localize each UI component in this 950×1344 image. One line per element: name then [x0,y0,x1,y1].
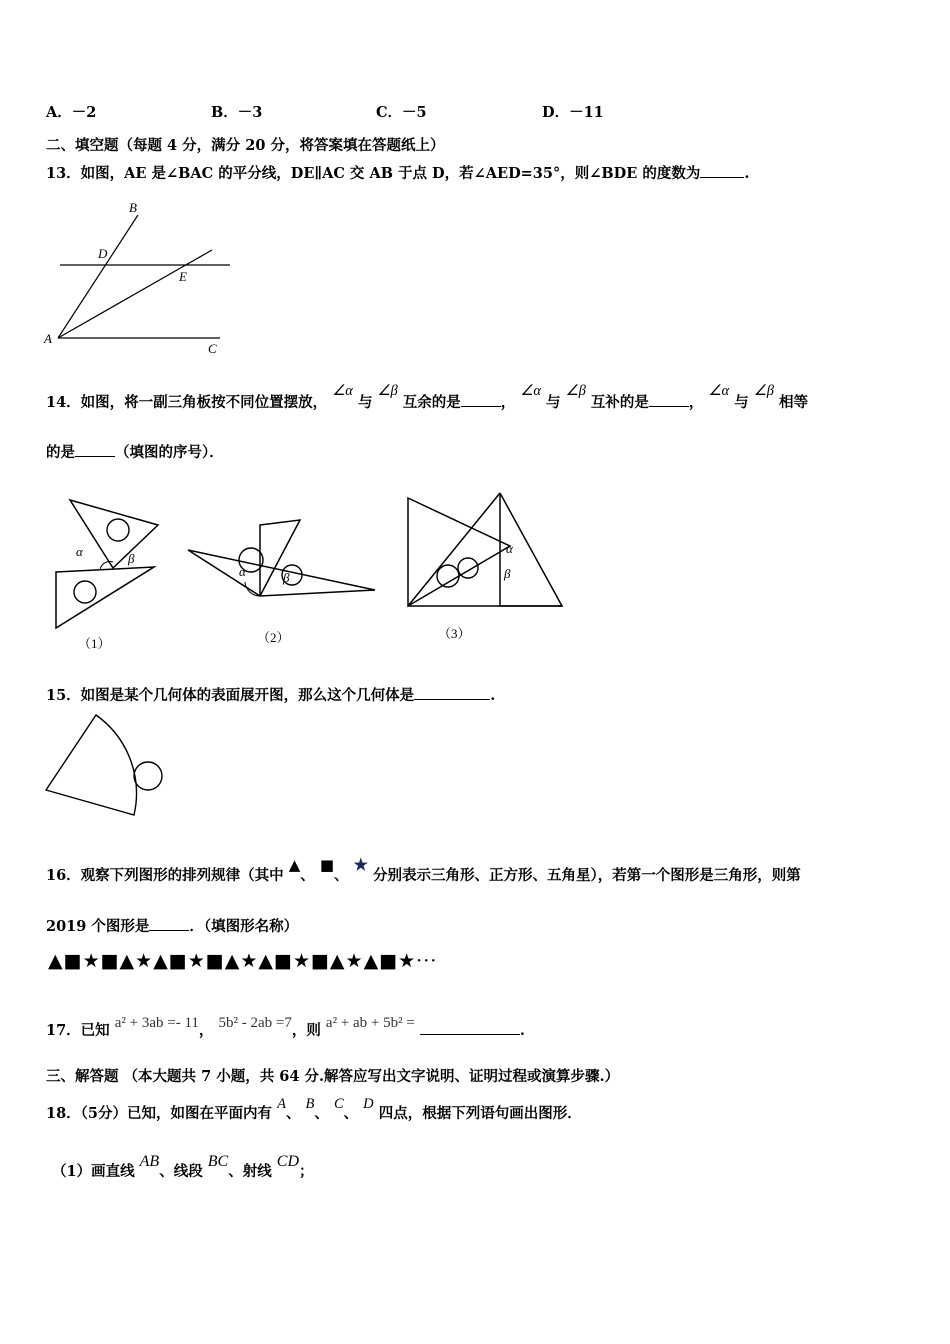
q17-answer-blank [420,1020,520,1035]
q18-ray-cd: CD [276,1153,300,1170]
shape-sequence: ▲■★■▲★▲■★■▲★▲■★■▲★▲■★··· [48,950,438,972]
q18-point-b: B [305,1096,315,1112]
q17-expr-1: a² + 3ab =- 11 [114,1015,199,1031]
q18-line-ab: AB [139,1153,160,1170]
q18-sep-2: 、 [314,1105,329,1122]
q14-line2-b: （填图的序号）． [115,444,224,461]
q14-yu-2: 与 [546,394,561,411]
q14-blank-3 [75,442,115,457]
q18-point-c: C [333,1096,344,1112]
q15-end: . [490,687,496,704]
q17-text-2: ，则 [291,1022,321,1039]
q18-point-a: A [277,1096,286,1112]
q14-fig1-beta: β [128,551,135,566]
q14-beta-3: ∠β [753,383,774,399]
q13-text: 13．如图，AE 是∠BAC 的平分线，DE∥AC 交 AB 于点 D，若∠AED=35°，则∠BDE 的度数为 [46,165,701,182]
q16-line2-a: 2019 个图形是 [46,918,150,935]
q15-net-figure [40,708,175,823]
q13-label-a: A [44,331,52,346]
q16-line1 [46,855,801,885]
q17-sep: ， [198,1022,214,1039]
q14-fig2-beta: β [283,570,290,585]
q18-question [46,1096,582,1123]
q16-sep-2: 、 [334,867,349,884]
q13-label-d: D [98,246,108,261]
q17-question [46,1015,525,1040]
q14-complementary: 互余的是 [402,394,461,411]
q14-alpha-3: ∠α [708,383,730,399]
q16-sep-1: 、 [300,867,315,884]
q14-sep-2: ， [688,394,704,411]
option-c: C．－5 [376,104,427,121]
q18-sep-1: 、 [285,1105,301,1122]
q14-fig1-label: （1） [78,636,111,651]
q13-answer-blank [700,163,744,178]
q14-fig2-alpha: α [239,564,246,579]
q15-answer-blank [414,685,490,700]
q18-sub1-b: 、线段 [159,1163,203,1180]
q14-beta-1: ∠β [377,383,398,399]
q14-intro: 14．如图，将一副三角板按不同位置摆放， [46,394,328,411]
q18-sub1-c: 、射线 [228,1163,272,1180]
q13-label-e: E [179,269,187,284]
q14-line2-a: 的是 [46,444,75,461]
q18-text-2: 四点，根据下列语句画出图形． [378,1105,582,1122]
q17-text-1: 17．已知 [46,1022,110,1039]
q17-expr-3: a² + ab + 5b² = [325,1015,415,1031]
q14-figure-1 [48,490,168,655]
q15-question [46,685,495,705]
q17-end: . [519,1022,525,1039]
q14-fig1-alpha: α [76,544,83,559]
q14-line2 [46,442,224,462]
option-d: D．－11 [542,104,604,121]
q18-sub1-a: （1）画直线 [52,1163,135,1180]
star-icon: ★ [353,855,368,874]
q16-line2 [46,916,298,936]
q14-sep-1: ， [500,394,516,411]
section2-title: 二、填空题（每题 4 分，满分 20 分，将答案填在答题纸上） [46,137,445,154]
q14-blank-1 [461,392,501,407]
q14-figure-2 [185,490,385,655]
q14-figure-3 [400,488,570,648]
section3-title: 三、解答题 （本大题共 7 小题，共 64 分.解答应写出文字说明、证明过程或演算步骤.） [46,1068,620,1085]
q14-alpha-2: ∠α [520,383,541,399]
q16-text-2: 分别表示三角形、正方形、五角星），若第一个图形是三角形，则第 [373,867,801,884]
q18-sub1-d: ； [299,1163,314,1180]
q18-point-d: D [363,1096,374,1112]
q14-alpha-1: ∠α [332,383,353,399]
q15-text: 15．如图是某个几何体的表面展开图，那么这个几何体是 [46,687,415,704]
q14-supplementary: 互补的是 [590,394,649,411]
triangle-icon: ▲ [288,856,301,874]
square-icon: ■ [319,856,335,874]
q18-text-1: 18．（5分）已知，如图在平面内有 [46,1105,273,1122]
q16-text-1: 16．观察下列图形的排列规律（其中 [46,867,284,884]
q18-segment-bc: BC [207,1153,229,1170]
q14-fig2-label: （2） [257,630,290,645]
q13-label-b: B [129,200,137,215]
q18-sub1 [52,1153,314,1181]
q14-fig3-alpha: α [506,541,513,556]
q13-figure [40,195,250,360]
q13-end: . [744,165,750,182]
q18-sep-3: 、 [343,1105,359,1122]
option-b: B．－3 [211,104,263,121]
q14-equal: 相等 [779,394,809,411]
q14-fig3-beta: β [504,566,511,581]
q14-fig3-label: （3） [438,626,471,641]
q13-question [46,163,749,183]
q16-answer-blank [149,916,189,931]
q14-yu-3: 与 [734,394,749,411]
q14-yu-1: 与 [357,394,373,411]
q14-line1 [46,383,809,412]
q13-label-c: C [208,341,217,356]
q17-expr-2: 5b² - 2ab =7 [218,1015,292,1031]
option-a: A．－2 [46,104,97,121]
q16-line2-b: ．（填图形名称） [189,918,299,935]
q14-beta-2: ∠β [565,383,586,399]
q14-blank-2 [649,392,689,407]
